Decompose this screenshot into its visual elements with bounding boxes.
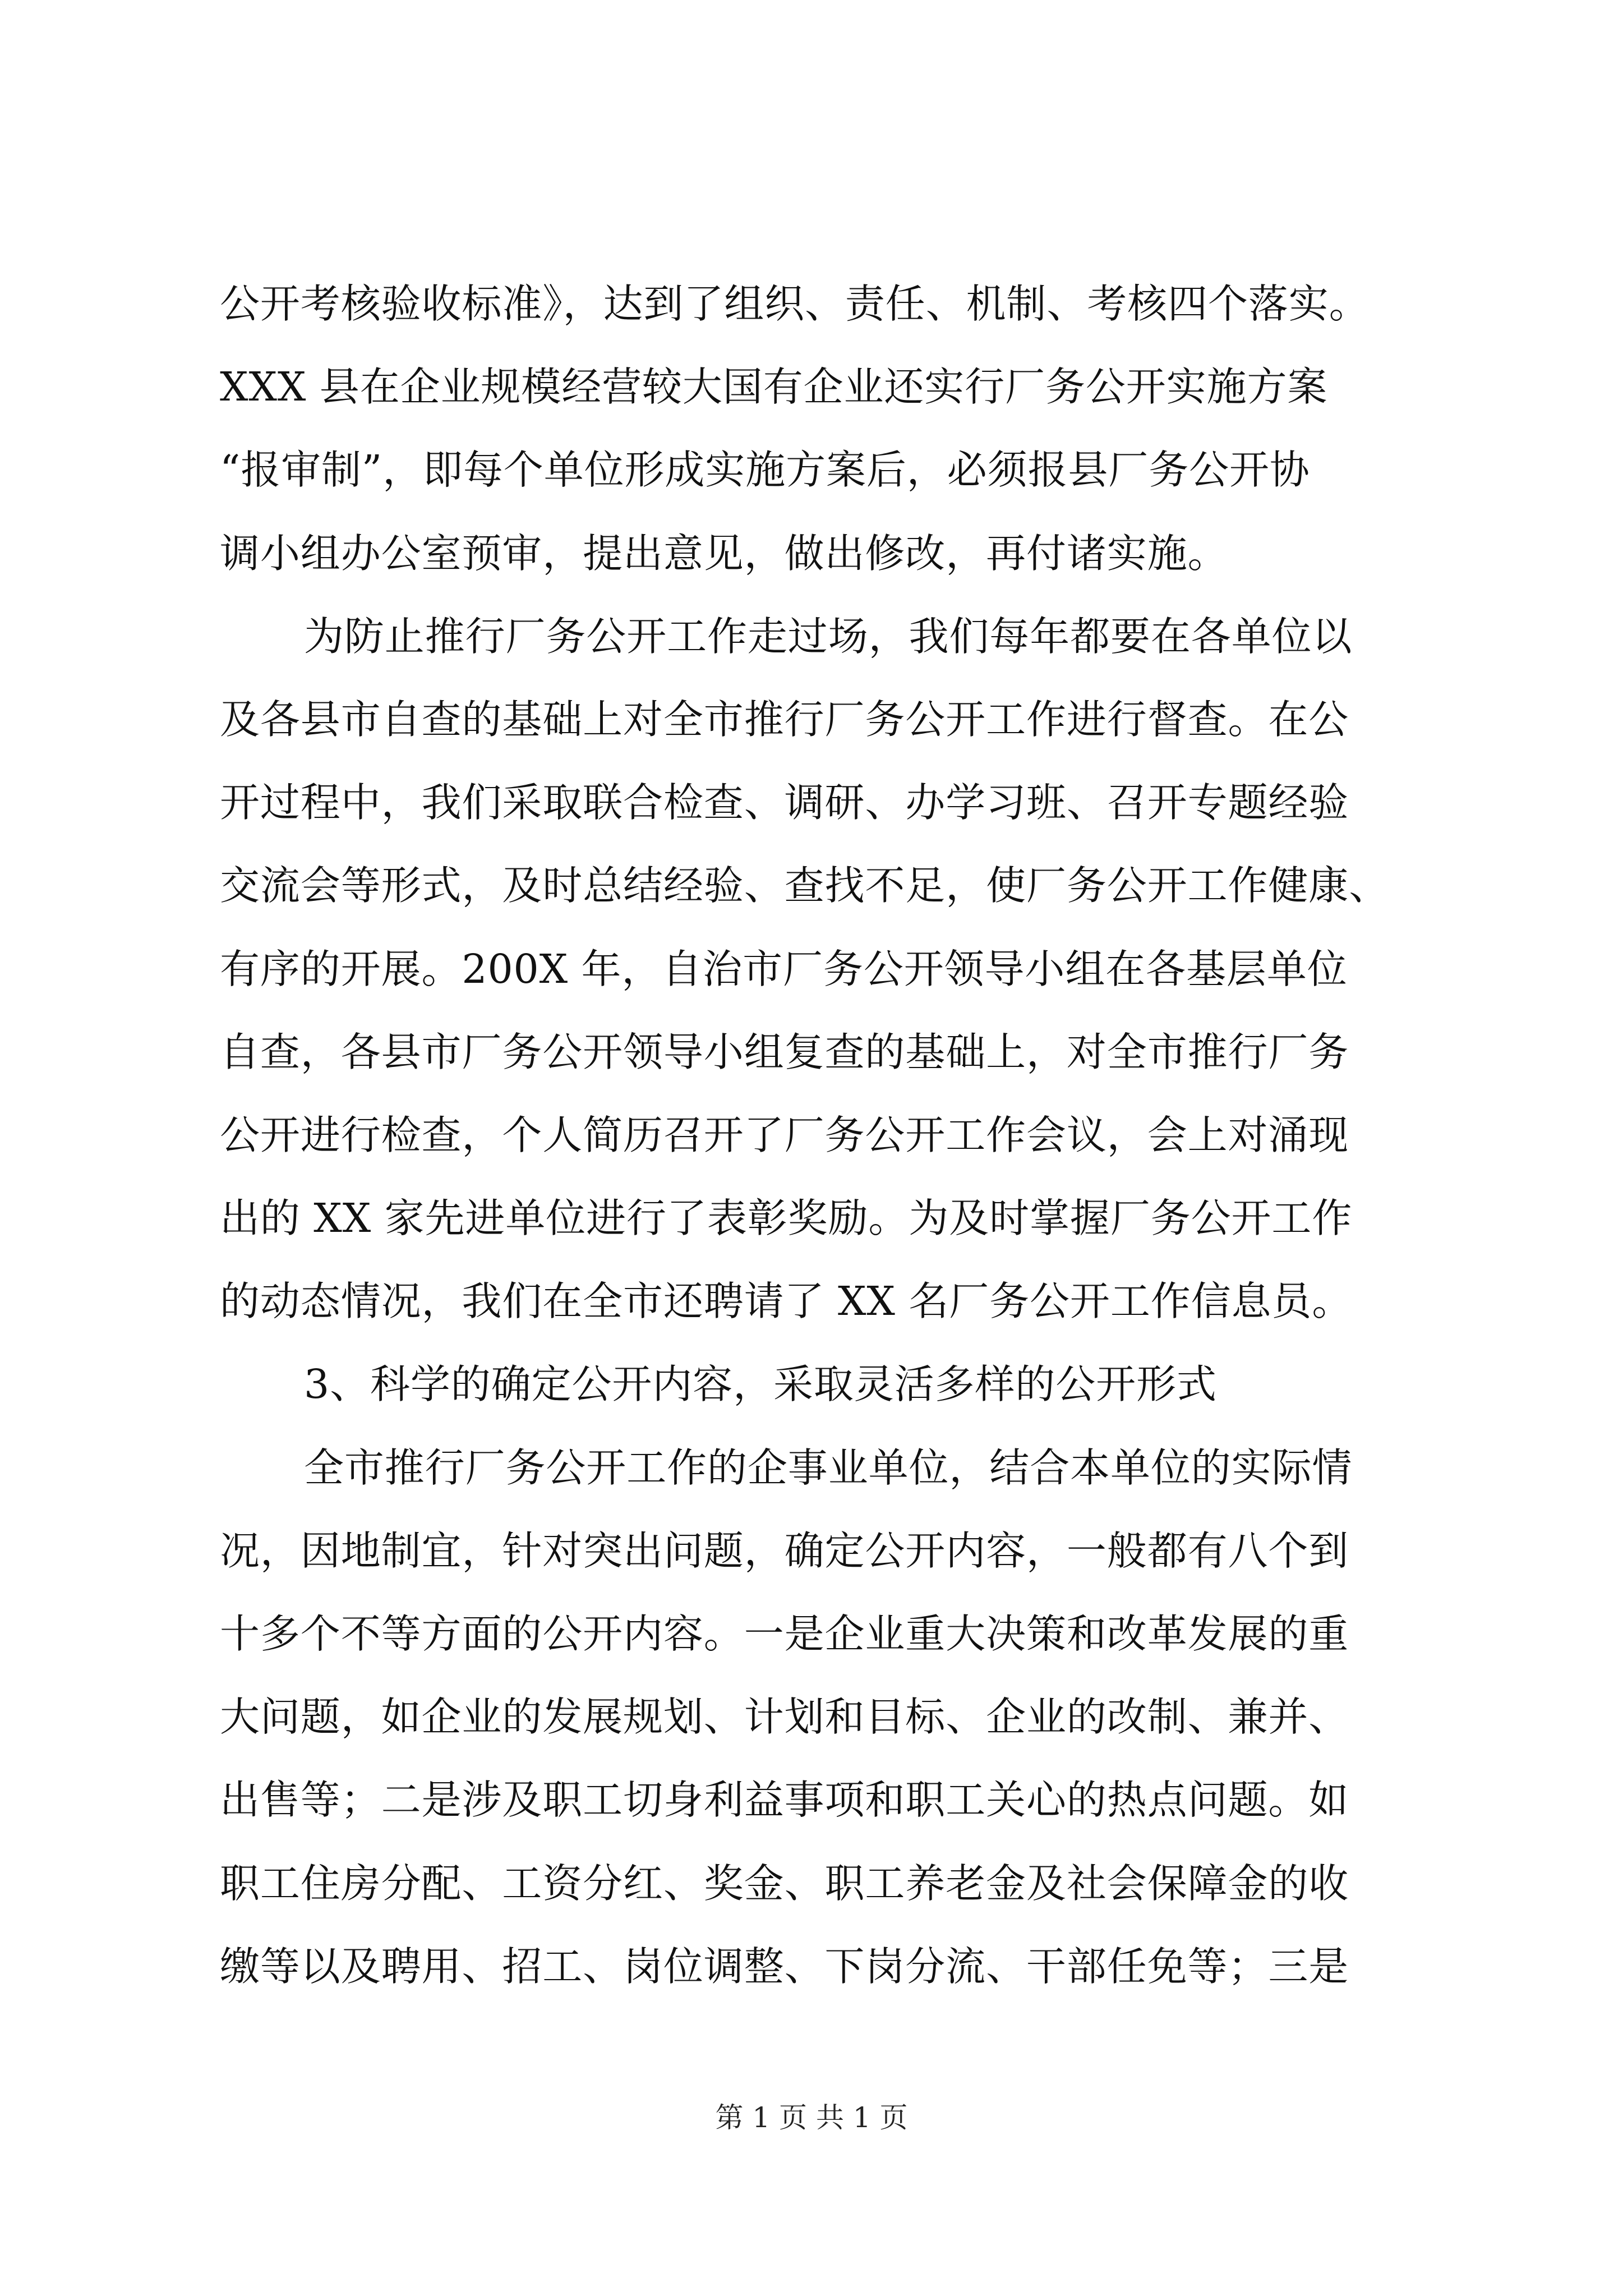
- text-line: 的动态情况，我们在全市还聘请了 XX 名厂务公开工作信息员。: [220, 1278, 1353, 1325]
- text-line: 自查，各县市厂务公开领导小组复查的基础上，对全市推行厂务: [220, 1028, 1349, 1075]
- text-line: 出售等；二是涉及职工切身利益事项和职工关心的热点问题。如: [220, 1777, 1349, 1824]
- text-line: 调小组办公室预审，提出意见，做出修改，再付诸实施。: [220, 530, 1228, 577]
- text-line: 3、科学的确定公开内容，采取灵活多样的公开形式: [304, 1361, 1217, 1408]
- text-line: 十多个不等方面的公开内容。一是企业重大决策和改革发展的重: [220, 1611, 1349, 1657]
- text-line: 交流会等形式，及时总结经验、查找不足，使厂务公开工作健康、: [220, 862, 1390, 909]
- text-line: 及各县市自查的基础上对全市推行厂务公开工作进行督查。在公: [220, 696, 1349, 743]
- text-line: 出的 XX 家先进单位进行了表彰奖励。为及时掌握厂务公开工作: [220, 1195, 1353, 1242]
- page-footer: 第 1 页 共 1 页: [715, 2101, 908, 2134]
- text-line: “报审制”，即每个单位形成实施方案后，必须报县厂务公开协: [220, 447, 1310, 494]
- text-line: 为防止推行厂务公开工作走过场，我们每年都要在各单位以: [304, 613, 1353, 660]
- text-line: 公开考核验收标准》，达到了组织、责任、机制、考核四个落实。: [220, 280, 1370, 327]
- text-line: 开过程中，我们采取联合检查、调研、办学习班、召开专题经验: [220, 779, 1349, 826]
- text-line: 大问题，如企业的发展规划、计划和目标、企业的改制、兼并、: [220, 1694, 1349, 1741]
- text-line: 缴等以及聘用、招工、岗位调整、下岗分流、干部任免等；三是: [220, 1943, 1349, 1990]
- text-line: XXX 县在企业规模经营较大国有企业还实行厂务公开实施方案: [220, 364, 1328, 411]
- text-line: 况，因地制宜，针对突出问题，确定公开内容，一般都有八个到: [220, 1527, 1349, 1574]
- text-line: 全市推行厂务公开工作的企事业单位，结合本单位的实际情: [304, 1444, 1353, 1491]
- text-line: 有序的开展。200X 年，自治市厂务公开领导小组在各基层单位: [220, 945, 1348, 992]
- document-body: [220, 263, 1426, 2008]
- text-line: 职工住房分配、工资分红、奖金、职工养老金及社会保障金的收: [220, 1860, 1349, 1907]
- text-line: 公开进行检查，个人简历召开了厂务公开工作会议，会上对涌现: [220, 1111, 1349, 1158]
